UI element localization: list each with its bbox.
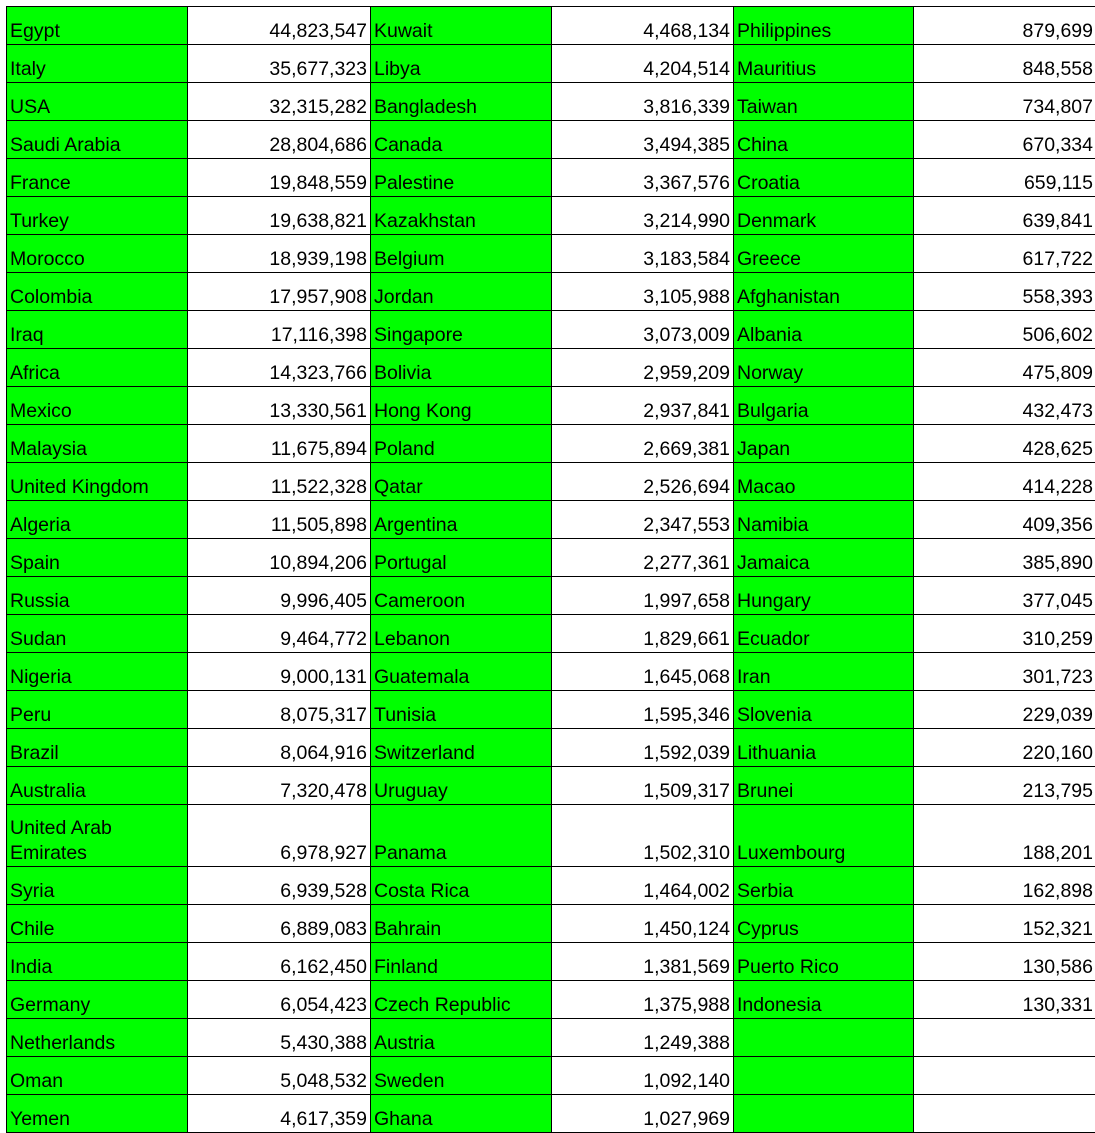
value-cell: 130,331: [914, 981, 1095, 1019]
country-name-cell: Tunisia: [371, 691, 552, 729]
value-cell: 32,315,282: [188, 83, 371, 121]
table-row: [7, 1095, 1095, 1133]
value-cell: 1,645,068: [552, 653, 734, 691]
table-row: [7, 577, 1095, 615]
country-name-cell: Jordan: [371, 273, 552, 311]
value-cell: 13,330,561: [188, 387, 371, 425]
value-cell: 2,526,694: [552, 463, 734, 501]
value-cell: 4,204,514: [552, 45, 734, 83]
value-cell: 1,592,039: [552, 729, 734, 767]
country-name-cell: [734, 1057, 914, 1095]
value-cell: 10,894,206: [188, 539, 371, 577]
value-cell: 213,795: [914, 767, 1095, 805]
country-name-cell: Saudi Arabia: [7, 121, 188, 159]
value-cell: 6,978,927: [188, 805, 371, 867]
value-cell: 4,617,359: [188, 1095, 371, 1133]
value-cell: 220,160: [914, 729, 1095, 767]
country-name-cell: Egypt: [7, 7, 188, 45]
country-name-cell: Bolivia: [371, 349, 552, 387]
country-name-cell: Ecuador: [734, 615, 914, 653]
country-name-cell: Hungary: [734, 577, 914, 615]
table-row: [7, 805, 1095, 867]
value-cell: 11,675,894: [188, 425, 371, 463]
table-body: [7, 7, 1095, 1133]
country-name-cell: Lebanon: [371, 615, 552, 653]
value-cell: 2,959,209: [552, 349, 734, 387]
value-cell: 14,323,766: [188, 349, 371, 387]
value-cell: 1,375,988: [552, 981, 734, 1019]
value-cell: [914, 1057, 1095, 1095]
country-name-cell: Colombia: [7, 273, 188, 311]
country-name-cell: Afghanistan: [734, 273, 914, 311]
table-row: [7, 45, 1095, 83]
value-cell: [914, 1095, 1095, 1133]
value-cell: 409,356: [914, 501, 1095, 539]
value-cell: 558,393: [914, 273, 1095, 311]
country-name-cell: Russia: [7, 577, 188, 615]
country-name-cell: Singapore: [371, 311, 552, 349]
value-cell: 432,473: [914, 387, 1095, 425]
value-cell: 475,809: [914, 349, 1095, 387]
table-row: [7, 235, 1095, 273]
value-cell: 1,249,388: [552, 1019, 734, 1057]
table-row: [7, 981, 1095, 1019]
table-row: [7, 867, 1095, 905]
country-name-cell: Poland: [371, 425, 552, 463]
table-row: [7, 615, 1095, 653]
value-cell: 617,722: [914, 235, 1095, 273]
value-cell: 17,957,908: [188, 273, 371, 311]
country-name-cell: Yemen: [7, 1095, 188, 1133]
country-name-cell: Australia: [7, 767, 188, 805]
value-cell: 44,823,547: [188, 7, 371, 45]
country-name-cell: Palestine: [371, 159, 552, 197]
table-row: [7, 349, 1095, 387]
value-cell: 879,699: [914, 7, 1095, 45]
value-cell: 2,347,553: [552, 501, 734, 539]
value-cell: 1,450,124: [552, 905, 734, 943]
table-row: [7, 905, 1095, 943]
country-name-cell: Canada: [371, 121, 552, 159]
country-name-cell: China: [734, 121, 914, 159]
table-row: [7, 121, 1095, 159]
country-name-cell: Malaysia: [7, 425, 188, 463]
value-cell: 301,723: [914, 653, 1095, 691]
value-cell: 3,214,990: [552, 197, 734, 235]
value-cell: 3,367,576: [552, 159, 734, 197]
value-cell: 3,494,385: [552, 121, 734, 159]
country-name-cell: Syria: [7, 867, 188, 905]
country-name-cell: Japan: [734, 425, 914, 463]
country-name-cell: Greece: [734, 235, 914, 273]
country-name-cell: Namibia: [734, 501, 914, 539]
country-name-cell: Jamaica: [734, 539, 914, 577]
country-name-cell: Slovenia: [734, 691, 914, 729]
table-row: [7, 311, 1095, 349]
country-name-cell: Brunei: [734, 767, 914, 805]
value-cell: 1,997,658: [552, 577, 734, 615]
value-cell: 17,116,398: [188, 311, 371, 349]
value-cell: 3,105,988: [552, 273, 734, 311]
country-name-cell: Panama: [371, 805, 552, 867]
value-cell: 414,228: [914, 463, 1095, 501]
country-name-cell: Philippines: [734, 7, 914, 45]
country-name-cell: Chile: [7, 905, 188, 943]
value-cell: 9,000,131: [188, 653, 371, 691]
country-name-cell: Croatia: [734, 159, 914, 197]
table-row: [7, 425, 1095, 463]
table-row: [7, 767, 1095, 805]
value-cell: 7,320,478: [188, 767, 371, 805]
value-cell: 11,505,898: [188, 501, 371, 539]
value-cell: 3,183,584: [552, 235, 734, 273]
country-name-cell: Netherlands: [7, 1019, 188, 1057]
value-cell: 11,522,328: [188, 463, 371, 501]
value-cell: 6,054,423: [188, 981, 371, 1019]
value-cell: 152,321: [914, 905, 1095, 943]
country-name-cell: Turkey: [7, 197, 188, 235]
country-name-cell: United Arab Emirates: [7, 805, 188, 867]
country-name-cell: Switzerland: [371, 729, 552, 767]
country-name-cell: Oman: [7, 1057, 188, 1095]
value-cell: 6,889,083: [188, 905, 371, 943]
value-cell: 4,468,134: [552, 7, 734, 45]
country-name-cell: Italy: [7, 45, 188, 83]
value-cell: 35,677,323: [188, 45, 371, 83]
value-cell: 377,045: [914, 577, 1095, 615]
country-name-cell: Hong Kong: [371, 387, 552, 425]
country-name-cell: Guatemala: [371, 653, 552, 691]
value-cell: 8,075,317: [188, 691, 371, 729]
country-name-cell: India: [7, 943, 188, 981]
country-name-cell: Taiwan: [734, 83, 914, 121]
value-cell: 229,039: [914, 691, 1095, 729]
table-row: [7, 159, 1095, 197]
country-name-cell: [734, 1095, 914, 1133]
value-cell: 188,201: [914, 805, 1095, 867]
country-name-cell: Indonesia: [734, 981, 914, 1019]
country-name-cell: Cameroon: [371, 577, 552, 615]
value-cell: 734,807: [914, 83, 1095, 121]
country-name-cell: Africa: [7, 349, 188, 387]
value-cell: 9,996,405: [188, 577, 371, 615]
country-name-cell: Mexico: [7, 387, 188, 425]
country-name-cell: Peru: [7, 691, 188, 729]
table-row: [7, 653, 1095, 691]
country-name-cell: United Kingdom: [7, 463, 188, 501]
table-row: [7, 501, 1095, 539]
country-name-cell: France: [7, 159, 188, 197]
value-cell: 1,092,140: [552, 1057, 734, 1095]
country-name-cell: Libya: [371, 45, 552, 83]
country-name-cell: Argentina: [371, 501, 552, 539]
value-cell: 3,073,009: [552, 311, 734, 349]
value-cell: 3,816,339: [552, 83, 734, 121]
value-cell: 5,430,388: [188, 1019, 371, 1057]
value-cell: 8,064,916: [188, 729, 371, 767]
country-name-cell: Iraq: [7, 311, 188, 349]
table-row: [7, 1019, 1095, 1057]
value-cell: 1,502,310: [552, 805, 734, 867]
table-row: [7, 387, 1095, 425]
country-name-cell: Denmark: [734, 197, 914, 235]
value-cell: 130,586: [914, 943, 1095, 981]
country-name-cell: USA: [7, 83, 188, 121]
table-row: [7, 197, 1095, 235]
country-name-cell: Austria: [371, 1019, 552, 1057]
country-name-cell: Belgium: [371, 235, 552, 273]
value-cell: 162,898: [914, 867, 1095, 905]
country-name-cell: Brazil: [7, 729, 188, 767]
country-name-cell: Czech Republic: [371, 981, 552, 1019]
country-name-cell: Mauritius: [734, 45, 914, 83]
value-cell: 6,162,450: [188, 943, 371, 981]
table-row: [7, 7, 1095, 45]
table-row: [7, 1057, 1095, 1095]
value-cell: 5,048,532: [188, 1057, 371, 1095]
value-cell: 1,595,346: [552, 691, 734, 729]
value-cell: 2,669,381: [552, 425, 734, 463]
value-cell: 506,602: [914, 311, 1095, 349]
country-name-cell: Qatar: [371, 463, 552, 501]
country-name-cell: [734, 1019, 914, 1057]
value-cell: [914, 1019, 1095, 1057]
country-name-cell: Bahrain: [371, 905, 552, 943]
value-cell: 848,558: [914, 45, 1095, 83]
country-name-cell: Kuwait: [371, 7, 552, 45]
value-cell: 428,625: [914, 425, 1095, 463]
table-row: [7, 691, 1095, 729]
value-cell: 19,638,821: [188, 197, 371, 235]
country-name-cell: Albania: [734, 311, 914, 349]
value-cell: 28,804,686: [188, 121, 371, 159]
country-name-cell: Puerto Rico: [734, 943, 914, 981]
country-name-cell: Costa Rica: [371, 867, 552, 905]
country-name-cell: Bulgaria: [734, 387, 914, 425]
country-name-cell: Lithuania: [734, 729, 914, 767]
table-row: [7, 729, 1095, 767]
country-name-cell: Sweden: [371, 1057, 552, 1095]
value-cell: 9,464,772: [188, 615, 371, 653]
value-cell: 1,464,002: [552, 867, 734, 905]
country-name-cell: Portugal: [371, 539, 552, 577]
country-name-cell: Cyprus: [734, 905, 914, 943]
country-name-cell: Bangladesh: [371, 83, 552, 121]
country-name-cell: Finland: [371, 943, 552, 981]
country-name-cell: Serbia: [734, 867, 914, 905]
country-name-cell: Uruguay: [371, 767, 552, 805]
value-cell: 1,509,317: [552, 767, 734, 805]
country-name-cell: Spain: [7, 539, 188, 577]
country-name-cell: Ghana: [371, 1095, 552, 1133]
country-name-cell: Morocco: [7, 235, 188, 273]
country-value-table: [6, 6, 1095, 1133]
value-cell: 659,115: [914, 159, 1095, 197]
table-row: [7, 463, 1095, 501]
table-row: [7, 273, 1095, 311]
value-cell: 2,277,361: [552, 539, 734, 577]
country-name-cell: Nigeria: [7, 653, 188, 691]
value-cell: 670,334: [914, 121, 1095, 159]
value-cell: 2,937,841: [552, 387, 734, 425]
country-name-cell: Kazakhstan: [371, 197, 552, 235]
value-cell: 639,841: [914, 197, 1095, 235]
country-name-cell: Sudan: [7, 615, 188, 653]
value-cell: 1,829,661: [552, 615, 734, 653]
table-row: [7, 83, 1095, 121]
value-cell: 18,939,198: [188, 235, 371, 273]
value-cell: 1,027,969: [552, 1095, 734, 1133]
value-cell: 6,939,528: [188, 867, 371, 905]
value-cell: 1,381,569: [552, 943, 734, 981]
country-name-cell: Iran: [734, 653, 914, 691]
value-cell: 19,848,559: [188, 159, 371, 197]
table-row: [7, 539, 1095, 577]
table-row: [7, 943, 1095, 981]
value-cell: 385,890: [914, 539, 1095, 577]
country-name-cell: Luxembourg: [734, 805, 914, 867]
country-name-cell: Algeria: [7, 501, 188, 539]
country-name-cell: Norway: [734, 349, 914, 387]
country-name-cell: Macao: [734, 463, 914, 501]
value-cell: 310,259: [914, 615, 1095, 653]
country-name-cell: Germany: [7, 981, 188, 1019]
